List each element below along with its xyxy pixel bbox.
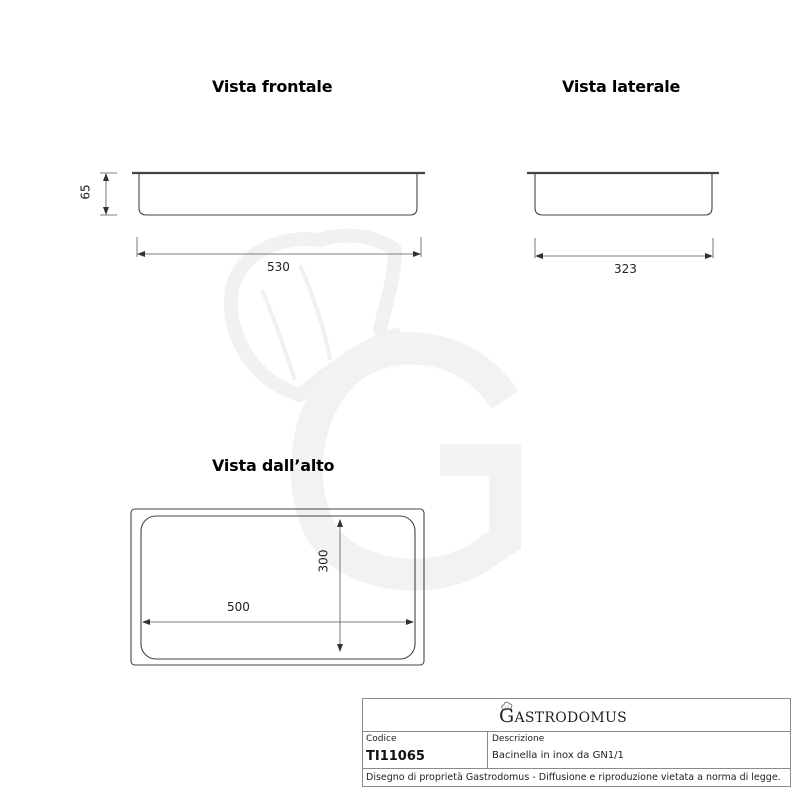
- side-width-dimension: 323: [614, 262, 637, 276]
- product-code: TI11065: [366, 749, 425, 764]
- front-view-title: Vista frontale: [212, 77, 333, 96]
- top-width-dimension: 300: [316, 549, 331, 573]
- description-label: Descrizione: [492, 734, 545, 744]
- brand-initial: G: [499, 705, 515, 727]
- brand-name: ASTRODOMUS: [514, 710, 627, 726]
- product-description: Bacinella in inox da GN1/1: [492, 750, 624, 761]
- side-view-dimensions: [535, 238, 713, 258]
- top-view-pan: [131, 509, 424, 665]
- code-cell: [363, 732, 488, 768]
- top-view-dimensions: [143, 520, 413, 651]
- info-row: [363, 732, 790, 769]
- description-cell: [488, 732, 790, 768]
- front-height-dimension: 65: [78, 184, 93, 200]
- front-width-dimension: 530: [267, 260, 290, 274]
- code-label: Codice: [366, 734, 397, 744]
- top-view-title: Vista dall’alto: [212, 456, 335, 475]
- brand-logo: [499, 705, 627, 727]
- side-view-title: Vista laterale: [562, 77, 681, 96]
- brand-row: [363, 699, 790, 732]
- title-block: [362, 698, 791, 787]
- top-length-dimension: 500: [227, 600, 250, 614]
- front-view-pan: [132, 173, 425, 215]
- copyright-notice: Disegno di proprietà Gastrodomus - Diffusione e riproduzione vietata a norma di legge.: [366, 772, 781, 783]
- side-view-pan: [527, 173, 719, 215]
- footer-row: [363, 769, 790, 787]
